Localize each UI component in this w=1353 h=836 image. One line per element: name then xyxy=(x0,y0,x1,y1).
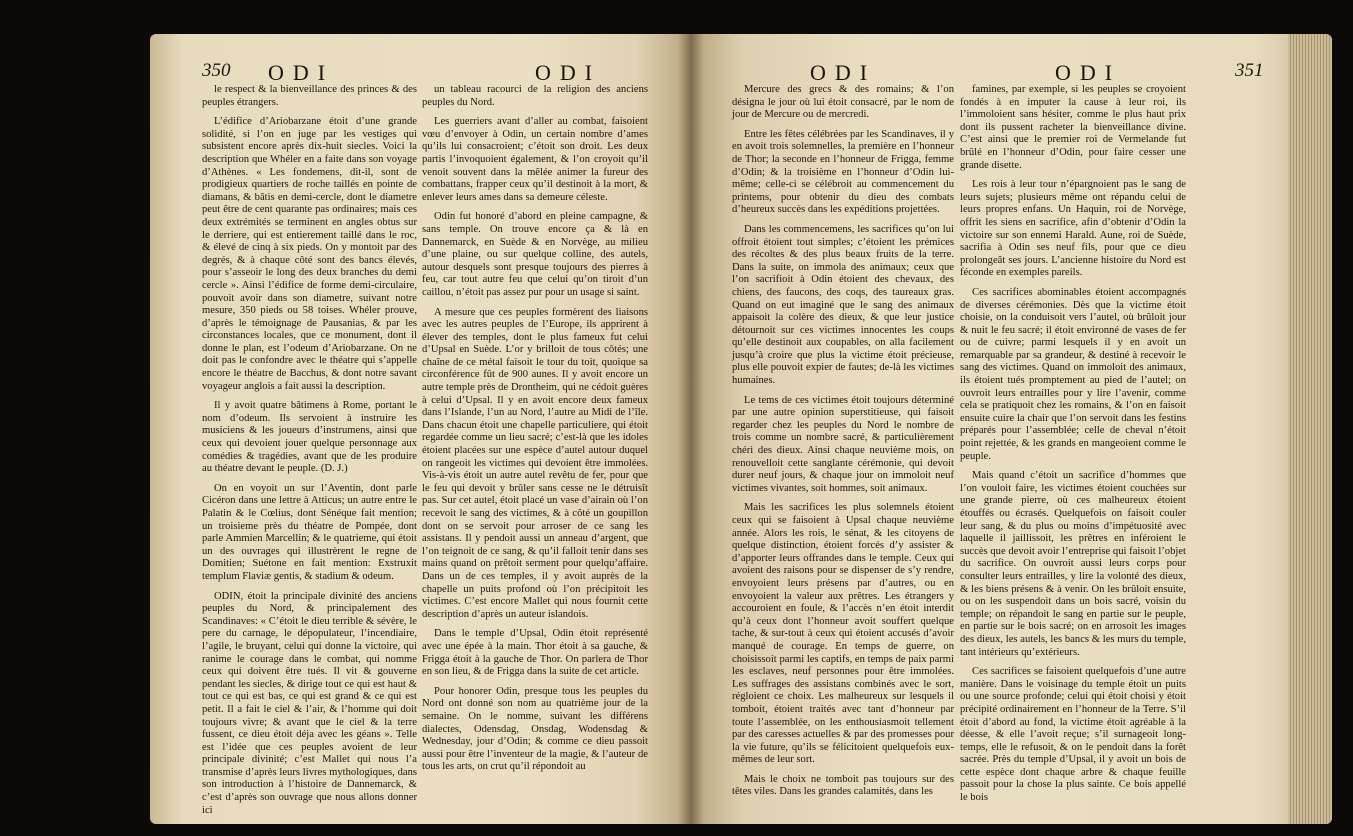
right-page-column-2 xyxy=(960,84,1186,812)
right-page-column-1 xyxy=(732,84,954,806)
left-running-head-left: ODI xyxy=(268,60,335,85)
open-book xyxy=(150,34,1332,824)
paragraph: A mesure que ces peuples formèrent des liaisons avec les autres peuples de l’Europe, ils apprirent à élever des temples, dont le plus fameux fut celui d’Upsal en Suède. L’or y brilloit de tous côtés; une chaîne de ce métal faisoit le tour du toit, quoique sa circonférence fût de 900 aunes. Il y avoit encore un autre temple près de Drontheim, qui ne cédoit guères à celui d’Upsal. Il y en avoit encore deux fameux dans l’Islande, l’un au Nord, l’autre au Midi de l’île. Dans chacun étoit une chapelle particuliere, qui étoit regardée comme un lieu sacré; c’est-là que les idoles étoient placées sur une espèce d’autel autour duquel on rangeoit les victimes qui devoient être immolées. Vis-à-vis étoit un autre autel revêtu de fer, pour que le feu qui devoit y brûler sans cesse ne le détruisît pas. Sur cet autel, étoit placé un vase d’airain où l’on recevoit le sang des victimes, & à côté un goupillon dont on se servoit pour arroser de ce sang les assistans. Il y pendoit aussi un anneau d’argent, que l’on teignoit de ce sang, & qu’il falloit tenir dans ses mains quand on prêtoit serment pour quelqu’affaire. Dans un de ces temples, il y avoit auprès de la chapelle un puits profond où l’on précipitoit les victimes. C’est encore Mallet qui nous fournit cette description d’après un auteur islandois. xyxy=(422,306,648,620)
right-running-head-right: ODI xyxy=(1055,60,1122,85)
paragraph: Dans le temple d’Upsal, Odin étoit représenté avec une épée à la main. Thor étoit à sa gauche, & Frigga étoit à la gauche de Thor. On parlera de Thor en son lieu, & de Frigga dans la suite de cet article. xyxy=(422,628,648,678)
paragraph: Odin fut honoré d’abord en pleine campagne, & sans temple. On trouve encore ça & là en Dannemarck, en Suède & en Norvège, au milieu d’une plaine, ou sur quelque colline, des autels, autour desquels sont presque toujours des pierres à feu, car tout autre feu que celui qu’on tiroit d’un caillou, n’étoit pas assez pur pour un usage si saint. xyxy=(422,211,648,298)
left-page xyxy=(150,34,690,824)
paragraph: Mais le choix ne tomboit pas toujours sur des têtes viles. Dans les grandes calamités, dans les xyxy=(732,773,954,798)
paragraph: Dans les commencemens, les sacrifices qu’on lui offroit étoient tout simples; c’étoient les prémices des récoltes & des plus beaux fruits de la terre. Dans la suite, on immola des animaux; ceux que l’on sacrifioit à Odin étoient des chevaux, des chiens, des faucons, des coqs, des taureaux gras. Quand on eut imaginé que le sang des animaux appaisoit la colère des dieux, & que leur justice détournoit sur ces victimes innocentes les coups qu’elle destinoit aux coupables, on alla facilement jusqu’à croire que plus la victime étoit précieuse, plus elle pouvoit expier de fautes; de-là les victimes humaines. xyxy=(732,223,954,387)
book-gutter xyxy=(678,34,704,824)
paragraph: Il y avoit quatre bâtimens à Rome, portant le nom d’odeum. Ils servoient à instruire les musiciens & les joueurs d’instrumens, ainsi que ceux qui devoient jouer quelque personnage aux comédies & tragédies, avant que de les produire au théatre devant le peuple. (D. J.) xyxy=(202,400,417,475)
paragraph: famines, par exemple, si les peuples se croyoient fondés à en imputer la cause à leur roi, ils l’immoloient sans hésiter, comme le plus haut prix dont ils pussent racheter la bienveillance divine. C’est ainsi que le premier roi de Vermelande fut brûlé en l’honneur d’Odin, pour faire cesser une grande disette. xyxy=(960,84,1186,171)
paragraph: Entre les fêtes célébrées par les Scandinaves, il y en avoit trois solemnelles, la première en l’honneur de Thor; la seconde en l’honneur de Frigga, femme d’Odin; & la troisième en l’honneur d’Odin lui-même; celle-ci se célébroit au commencement du printems, pour obtenir du dieu des combats d’heureux succès dans les expéditions projettées. xyxy=(732,128,954,216)
right-running-head-left: ODI xyxy=(810,60,877,85)
paragraph: le respect & la bienveillance des princes & des peuples étrangers. xyxy=(202,84,417,108)
paragraph: Les rois à leur tour n’épargnoient pas le sang de leurs sujets; plusieurs même ont répandu celui de leurs propres enfans. Un Haquin, roi de Norvège, offrit les siens en sacrifice, afin d’obtenir d’Odin la victoire sur son ennemi Harald. Aune, roi de Suède, sacrifia à Odin ses neuf fils, pour que ce dieu prolongeât ses jours. L’ancienne histoire du Nord est féconde en exemples pareils. xyxy=(960,179,1186,279)
paragraph: un tableau racourci de la religion des anciens peuples du Nord. xyxy=(422,84,648,108)
paragraph: On en voyoit un sur l’Aventin, dont parle Cicéron dans une lettre à Atticus; un autre entre le Palatin & le Cœlius, dont Sénéque fait mention; un troisieme près du théatre de Pompée, dont parle Ammien Marcellin; & le quatrieme, qui étoit un des ouvrages qui illustrèrent le regne de Domitien; Suétone en fait mention: Exstruxit templum Flaviæ gentis, & stadium & odeum. xyxy=(202,482,417,582)
paragraph: Le tems de ces victimes étoit toujours déterminé par une autre opinion superstitieuse, qui faisoit regarder chez les peuples du Nord le nombre de trois comme un nombre sacré, & particulièrement chéri des dieux. Ainsi chaque neuvième mois, on renouvelloit cette sanglante cérémonie, qui devoit durer neuf jours, & chaque jour on immoloit neuf victimes vivantes, soit hommes, soit animaux. xyxy=(732,394,954,494)
left-page-number: 350 xyxy=(202,60,231,81)
right-page-number: 351 xyxy=(1235,60,1264,81)
paragraph: Ces sacrifices abominables étoient accompagnés de diverses cérémonies. Dès que la victime étoit choisie, on la conduisoit vers l’autel, où brûloit jour & nuit le feu sacré; il étoit environné de vases de fer ou de cuivre; parmi lesquels il y en avoit un remarquable par sa grandeur, & destiné à recevoir le sang des victimes. Quand on immoloit des animaux, ils étoient tués promptement au pied de l’autel; on ouvroit leurs entrailles pour y lire l’avenir, comme cela se pratiquoit chez les romains, & l’on en faisoit ensuite cuire la chair que l’on servoit dans les festins préparés pour l’assemblée; celle de cheval n’étoit point rejettée, & les grands en mangeoient comme le peuple. xyxy=(960,286,1186,462)
paragraph: Mercure des grecs & des romains; & l’on désigna le jour où lui étoit consacré, par le nom de jour de Mercure ou de mercredi. xyxy=(732,84,954,121)
paragraph: ODIN, étoit la principale divinité des anciens peuples du Nord, & principalement des Scandinaves: « C’étoit le dieu terrible & sévère, le pere du carnage, le dépopulateur, l’incendiaire, l’agile, le bruyant, celui qui donne la victoire, qui ranime le courage dans le combat, qui nomme ceux qui doivent être tués. Il vit & gouverne pendant les siecles, & dirige tout ce qui est haut & tout ce qui est bas, ce qui est grand & ce qui est petit. Il a fait le ciel & l’air, & l’homme qui doit toujours vivre; & avant que le ciel & la terre fussent, ce dieu étoit déja avec les géans ». Telle est l’idée que ces peuples avoient de leur principale divinité; c’est Mallet qui nous l’a transmise d’après leurs livres mythologiques, dans son introduction à l’histoire de Dannemarck, & c’est d’après son ouvrage que nous allons donner ici xyxy=(202,590,417,816)
paragraph: Mais quand c’étoit un sacrifice d’hommes que l’on vouloit faire, les victimes étoient couchées sur une grande pierre, où ces malheureux étoient étouffés ou écrasés. Quelquefois on faisoit couler leur sang, & du plus ou moins d’impétuosité avec laquelle il jaillissoit, les prêtres en inféroient le succès que devoit avoir l’entreprise qui faisoit l’objet du sacrifice. On ouvroit aussi leurs corps pour consulter leurs entrailles, y lire la volonté des dieux, & les biens présens & à venir. On les brûloit ensuite, ou on les suspendoit dans un bois sacré, voisin du temple; on répandoit le sang en partie sur le peuple, en partie sur le bois sacré; on en arrosoit les images des dieux, les autels, les bancs & les murs du temple, tant intérieurs qu’extérieurs. xyxy=(960,470,1186,658)
paragraph: Les guerriers avant d’aller au combat, faisoient vœu d’envoyer à Odin, un certain nombre d’ames qu’ils lui consacroient; c’étoit son droit. Les deux partis l’invoquoient également, & l’on croyoit qu’il venoit souvent dans la mêlée animer la fureur des combattans, frapper ceux qu’il destinoit à la mort, & enlever leurs ames dans sa demeure céleste. xyxy=(422,116,648,203)
paragraph: Ces sacrifices se faisoient quelquefois d’une autre manière. Dans le voisinage du temple étoit un puits ou une source profonde; celui qui étoit choisi y étoit précipité ordinairement en l’honneur de la Terre. S’il étoit d’abord au fond, la victime étoit agréable à la déesse, & elle l’avoit reçue; s’il surnageoit long-temps, elle le refusoit, & on le pendoit dans la forêt sacrée. Près du temple d’Upsal, il y avoit un bois de cette espèce dont chaque arbre & chaque feuille passoit pour la chose la plus sainte. Ce bois appellé le bois xyxy=(960,666,1186,804)
left-running-head-right: ODI xyxy=(535,60,602,85)
right-page xyxy=(690,34,1332,824)
paragraph: Pour honorer Odin, presque tous les peuples du Nord ont donné son nom au quatrième jour de la semaine. On le nomme, suivant les différens dialectes, Odensdag, Onsdag, Wodensdag & Wednesday, jour d’Odin; & comme ce dieu passoit aussi pour être l’inventeur de la magie, & l’auteur de tous les arts, on crut qu’il répondoit au xyxy=(422,685,648,773)
left-page-column-1 xyxy=(202,84,417,824)
paragraph: Mais les sacrifices les plus solemnels étoient ceux qui se faisoient à Upsal chaque neuvième année. Alors les rois, le sénat, & les citoyens de quelque distinction, étoient forcés d’y assister & d’apporter leurs offrandes dans le temple. Ceux qui avoient des raisons pour se dispenser de s’y rendre, envoyoient leurs présens par d’autres, ou en envoyoient la valeur aux prêtres. Les étrangers y accouroient en foule, & l’accès n’en étoit interdit qu’à ceux dont l’honneur avoit souffert quelque tache, & sur-tout à ceux qui étoient accusés d’avoir manqué de courage. En temps de guerre, on choisissoit parmi les captifs, en temps de paix parmi les esclaves, neuf personnes pour être immolées. Les suffrages des assistans combinés avec le sort, régloient ce choix. Les malheureux sur lesquels il tomboit, étoient traités avec tant d’honneur par toute l’assemblée, on les enthousiasmoit tellement par des caresses actuelles & par des promesses pour la vie future, qu’ils se félicitoient quelquefois eux-mêmes de leur sort. xyxy=(732,502,954,766)
page-edges xyxy=(1288,34,1332,824)
paragraph: L’édifice d’Ariobarzane étoit d’une grande solidité, si l’on en juge par les vestiges qui subsistent encore après dix-huit siecles. Voici la description que Whéler en a faite dans son voyage d’Athènes. « Les fondemens, dit-il, sont de prodigieux quartiers de roche taillés en pointe de diamans, & bâtis en demi-cercle, dont le diametre peut être de cent quarante pas ordinaires; mais ces deux extrémités se terminent en angles obtus sur le derriere, qui est entierement taillé dans le roc, & élevé de cinq à six pieds. On y montoit par des degrés, & à chaque côté sont des bancs élevés, pour s’asseoir le long des deux branches du demi cercle ». Ainsi l’édifice de forme demi-circulaire, pouvoit avoir dans son diametre, suivant notre mesure, 350 pieds ou 58 toises. Whéler prouve, d’après le témoignage de Pausanias, & par les circonstances locales, que ce monument, dont il donne le plan, est l’odeum d’Ariobarzane. On ne doit pas le confondre avec le théatre qui s’appelle encore le théatre de Bacchus, & dont notre savant voyageur anglois a fait aussi la description. xyxy=(202,116,417,392)
left-page-column-2 xyxy=(422,84,648,781)
